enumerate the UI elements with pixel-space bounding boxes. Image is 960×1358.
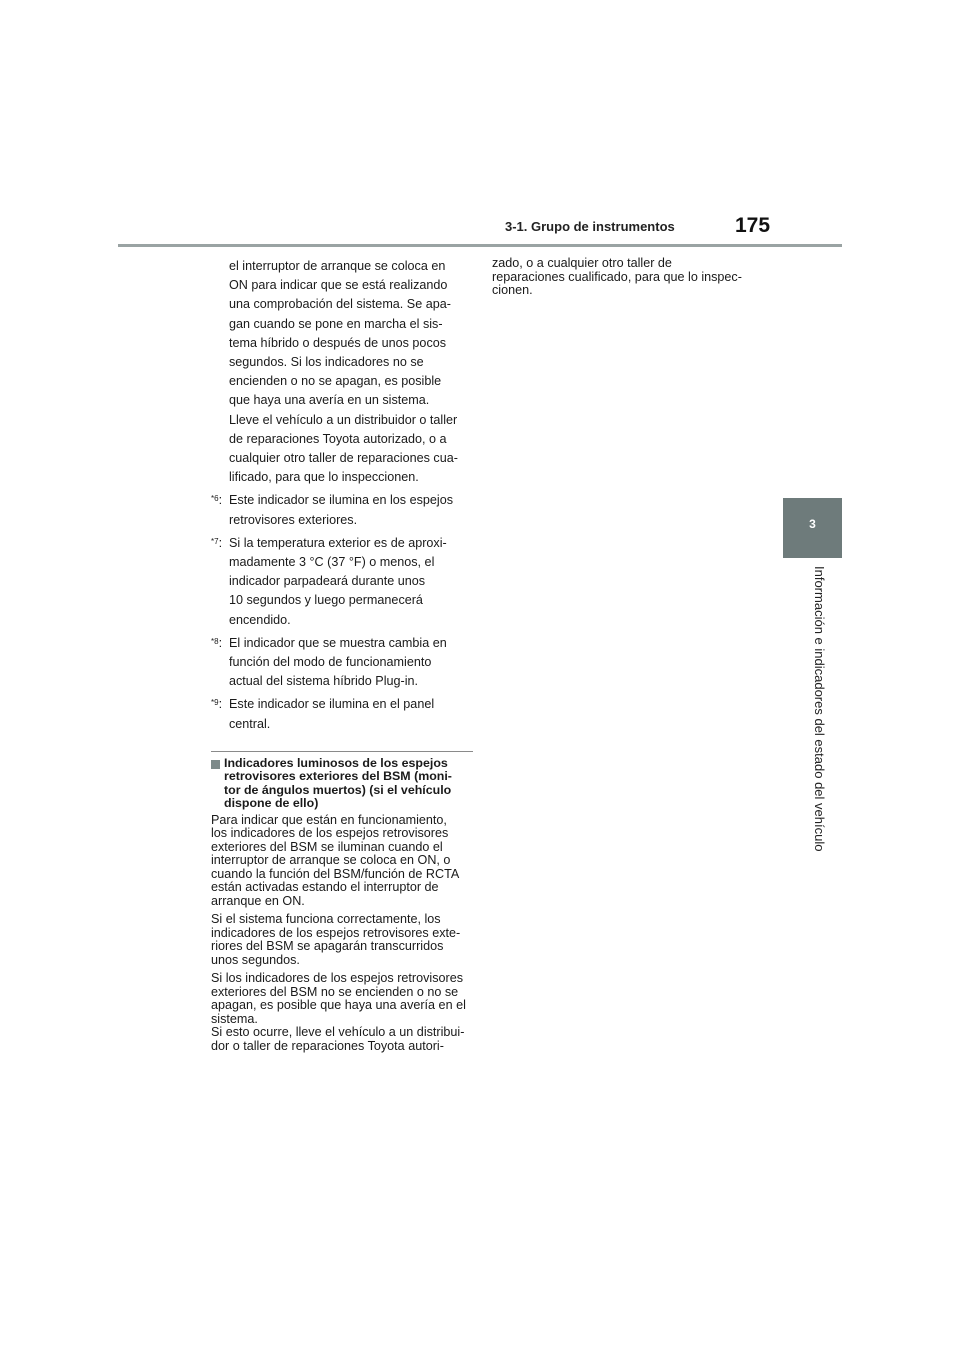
header-divider bbox=[118, 244, 842, 247]
right-column bbox=[492, 257, 772, 298]
footnote-text bbox=[229, 634, 473, 692]
section-heading-text bbox=[224, 757, 452, 811]
footnote-text bbox=[229, 491, 473, 529]
text-line: Si el sistema funciona correctamente, los bbox=[211, 912, 441, 927]
text-line: encendido. bbox=[229, 612, 291, 627]
text-line: Si esto ocurre, lleve el vehículo a un distribui- bbox=[211, 1025, 465, 1040]
text-line: una comprobación del sistema. Se apa- bbox=[229, 297, 451, 312]
chapter-tab bbox=[783, 498, 842, 558]
footnote-7 bbox=[211, 534, 473, 630]
text-line: Para indicar que están en funcionamiento, bbox=[211, 812, 447, 827]
text-line: zado, o a cualquier otro taller de bbox=[492, 256, 672, 270]
chapter-number: 3 bbox=[809, 517, 816, 531]
text-line: 10 segundos y luego permanecerá bbox=[229, 593, 423, 608]
footnote-6 bbox=[211, 491, 473, 529]
footnote-text bbox=[229, 695, 473, 733]
text-line: reparaciones cualificado, para que lo inspec- bbox=[492, 269, 742, 284]
text-line: función del modo de funcionamiento bbox=[229, 655, 432, 670]
text-line: ON para indicar que se está realizando bbox=[229, 278, 448, 293]
text-line: arranque en ON. bbox=[211, 893, 305, 908]
text-line: retrovisores exteriores. bbox=[229, 512, 358, 527]
paragraph bbox=[211, 814, 473, 909]
text-line: Este indicador se ilumina en el panel bbox=[229, 697, 435, 712]
footnote-marker: $^{*8}$: bbox=[211, 635, 223, 650]
text-line: que haya una avería en un sistema. bbox=[229, 393, 430, 408]
text-line: cionen. bbox=[492, 283, 533, 297]
text-line: central. bbox=[229, 716, 271, 731]
footnote-9 bbox=[211, 695, 473, 733]
text-line: cualquier otro taller de reparaciones cua- bbox=[229, 451, 458, 466]
section-divider bbox=[211, 751, 473, 752]
text-line: el interruptor de arranque se coloca en bbox=[229, 259, 446, 273]
text-line: lificado, para que lo inspeccionen. bbox=[229, 470, 419, 485]
text-line: interruptor de arranque se coloca en ON, o bbox=[211, 853, 451, 868]
text-line: encienden o no se apagan, es posible bbox=[229, 374, 442, 389]
heading-line: tor de ángulos muertos) (si el vehículo bbox=[224, 782, 452, 797]
text-line: de reparaciones Toyota autorizado, o a bbox=[229, 431, 447, 446]
footnote-marker: $^{*7}$: bbox=[211, 535, 223, 550]
text-line: tema híbrido o después de unos pocos bbox=[229, 335, 447, 350]
text-line: indicador parpadeará durante unos bbox=[229, 574, 426, 589]
text-line: sistema. bbox=[211, 1011, 258, 1026]
footnote-8 bbox=[211, 634, 473, 692]
left-column bbox=[211, 257, 473, 1053]
section-title: 3-1. Grupo de instrumentos bbox=[505, 219, 675, 234]
text-line: Este indicador se ilumina en los espejos bbox=[229, 493, 454, 508]
text-line: exteriores del BSM se iluminan cuando el bbox=[211, 839, 443, 854]
text-line: segundos. Si los indicadores no se bbox=[229, 355, 424, 370]
page-number: 175 bbox=[735, 214, 771, 237]
heading-line: Indicadores luminosos de los espejos bbox=[224, 755, 448, 770]
chapter-title: Información e indicadores del estado del vehículo bbox=[812, 566, 827, 852]
text-line: madamente 3 °C (37 °F) o menos, el bbox=[229, 555, 435, 570]
continuation-text bbox=[211, 257, 473, 487]
paragraph bbox=[211, 913, 473, 967]
text-line: apagan, es posible que haya una avería en el bbox=[211, 998, 466, 1013]
square-bullet-icon bbox=[211, 760, 220, 769]
footnote-marker: $^{*6}$: bbox=[211, 493, 223, 508]
text-line: riores del BSM se apagarán transcurridos bbox=[211, 939, 444, 954]
footnote-text bbox=[229, 534, 473, 630]
text-line: Si los indicadores de los espejos retrovisores bbox=[211, 971, 463, 986]
text-line: Si la temperatura exterior es de aproxi- bbox=[229, 535, 447, 550]
paragraph bbox=[211, 972, 473, 1053]
text-line: Lleve el vehículo a un distribuidor o taller bbox=[229, 412, 458, 427]
text-line: unos segundos. bbox=[211, 952, 300, 967]
text-line: están activadas estando el interruptor de bbox=[211, 880, 439, 895]
text-line: indicadores de los espejos retrovisores exte- bbox=[211, 925, 461, 940]
footnote-marker: $^{*9}$: bbox=[211, 697, 223, 712]
text-line: exteriores del BSM no se encienden o no se bbox=[211, 984, 459, 999]
text-line: actual del sistema híbrido Plug-in. bbox=[229, 674, 419, 689]
text-line: gan cuando se pone en marcha el sis- bbox=[229, 316, 443, 331]
text-line: El indicador que se muestra cambia en bbox=[229, 635, 447, 650]
text-line: cuando la función del BSM/función de RCTA bbox=[211, 866, 460, 881]
section-heading bbox=[211, 757, 473, 811]
heading-line: dispone de ello) bbox=[224, 796, 319, 811]
heading-line: retrovisores exteriores del BSM (moni- bbox=[224, 769, 452, 784]
text-line: los indicadores de los espejos retrovisores bbox=[211, 826, 449, 841]
text-line: dor o taller de reparaciones Toyota autori- bbox=[211, 1038, 444, 1053]
